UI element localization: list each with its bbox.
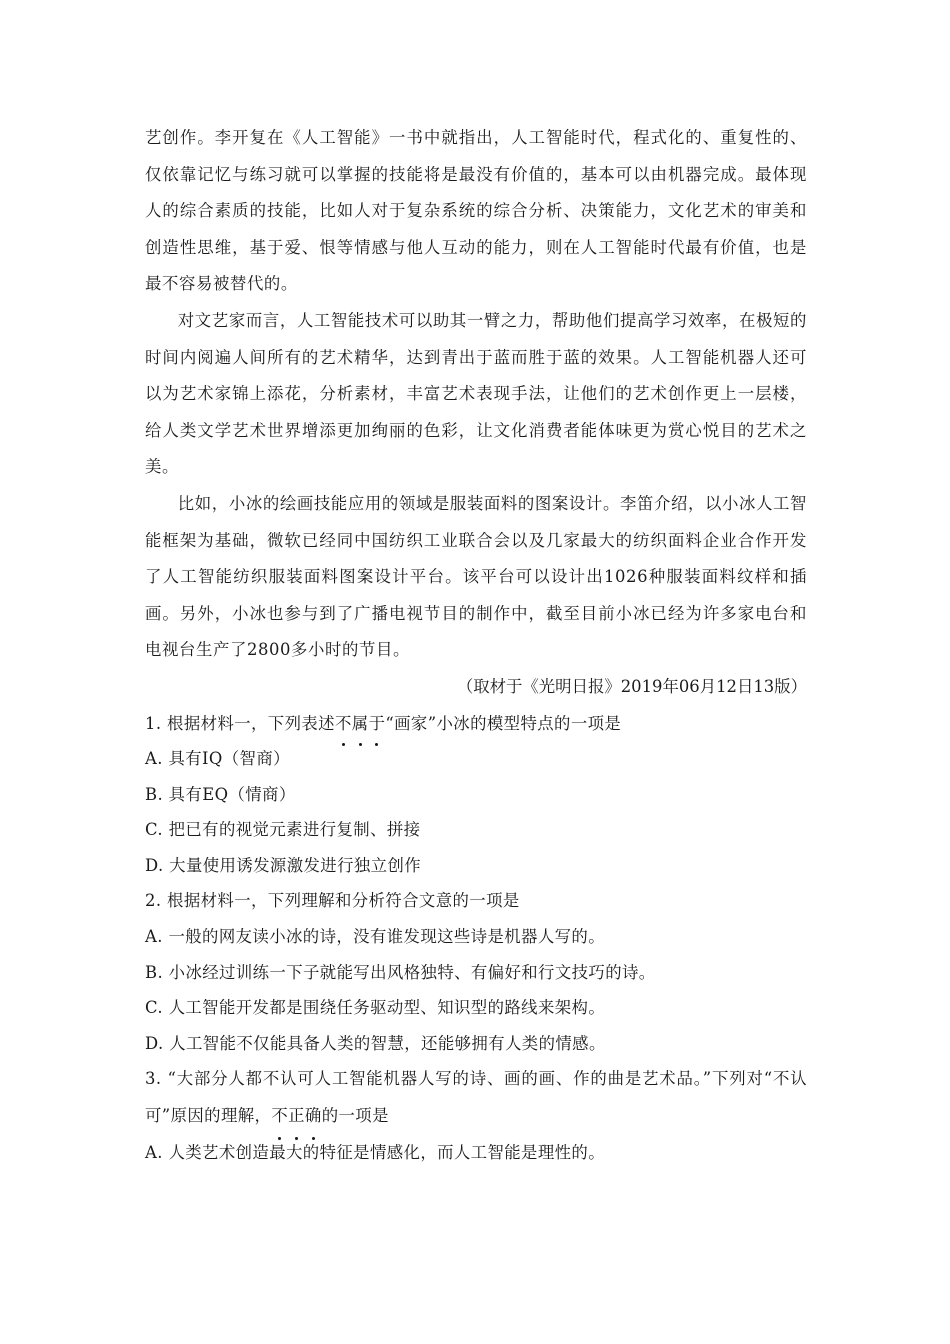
emphasis-char: 确 xyxy=(305,1098,322,1135)
question-2-stem: 2. 根据材料一，下列理解和分析符合文意的一项是 xyxy=(145,891,520,911)
question-1-option-c: C. 把已有的视觉元素进行复制、拼接 xyxy=(145,820,421,840)
question-2-option-a: A. 一般的网友读小冰的诗，没有谁发现这些诗是机器人写的。 xyxy=(145,927,606,947)
material-paragraph-3: 比如，小冰的绘画技能应用的领域是服装面料的图案设计。李笛介绍，以小冰人工智能框架为基础，微软已经同中国纺织工业联合会以及几家最大的纺织面料企业合作开发了人工智能纺织服装面料图案设计平台。该平台可以设计出1026种服装面料纹样和插画。另外，小冰也参与到了广播电视节目的制作中，截至目前小冰已经为许多家电台和电视台生产了2800多小时的节目。 xyxy=(145,493,807,660)
question-1-stem: 1. 根据材料一，下列表述不属于“画家”小冰的模型特点的一项是 xyxy=(145,706,807,742)
emphasis-char: 于 xyxy=(369,706,386,742)
question-3-option-a: A. 人类艺术创造最大的特征是情感化，而人工智能是理性的。 xyxy=(145,1142,606,1162)
question-1-option-a: A. 具有IQ（智商） xyxy=(145,749,290,769)
question-2-option-b: B. 小冰经过训练一下子就能写出风格独特、有偏好和行文技巧的诗。 xyxy=(145,962,656,982)
emphasis-char: 属 xyxy=(352,706,369,742)
question-3-stem: 3. “大部分人都不认可人工智能机器人写的诗、画的画、作的曲是艺术品。”下列对“不认可”原因的理解，不正确的一项是 xyxy=(145,1061,807,1134)
document-page xyxy=(145,120,807,1170)
question-1-option-b: B. 具有EQ（情商） xyxy=(145,784,296,804)
material-paragraph-2: 对文艺家而言，人工智能技术可以助其一臂之力，帮助他们提高学习效率，在极短的时间内阅遍人间所有的艺术精华，达到青出于蓝而胜于蓝的效果。人工智能机器人还可以为艺术家锦上添花，分析素材，丰富艺术表现手法，让他们的艺术创作更上一层楼，给人类文学艺术世界增添更加绚丽的色彩，让文化消费者能体味更为赏心悦目的艺术之美。 xyxy=(145,310,807,477)
emphasis-char: 正 xyxy=(288,1098,305,1135)
source-citation: （取材于《光明日报》2019年06月12日13版） xyxy=(456,676,807,696)
question-2-option-d: D. 人工智能不仅能具备人类的智慧，还能够拥有人类的情感。 xyxy=(145,1033,606,1053)
question-1-option-d: D. 大量使用诱发源激发进行独立创作 xyxy=(145,855,422,875)
question-2-option-c: C. 人工智能开发都是围绕任务驱动型、知识型的路线来架构。 xyxy=(145,998,606,1018)
emphasis-char: 不 xyxy=(335,706,352,742)
material-paragraph-1: 艺创作。李开复在《人工智能》一书中就指出，人工智能时代，程式化的、重复性的、仅依靠记忆与练习就可以掌握的技能将是最没有价值的，基本可以由机器完成。最体现人的综合素质的技能，比如人对于复杂系统的综合分析、决策能力，文化艺术的审美和创造性思维，基于爱、恨等情感与他人互动的能力，则在人工智能时代最有价值，也是最不容易被替代的。 xyxy=(145,128,807,294)
emphasis-char: 不 xyxy=(271,1098,288,1135)
